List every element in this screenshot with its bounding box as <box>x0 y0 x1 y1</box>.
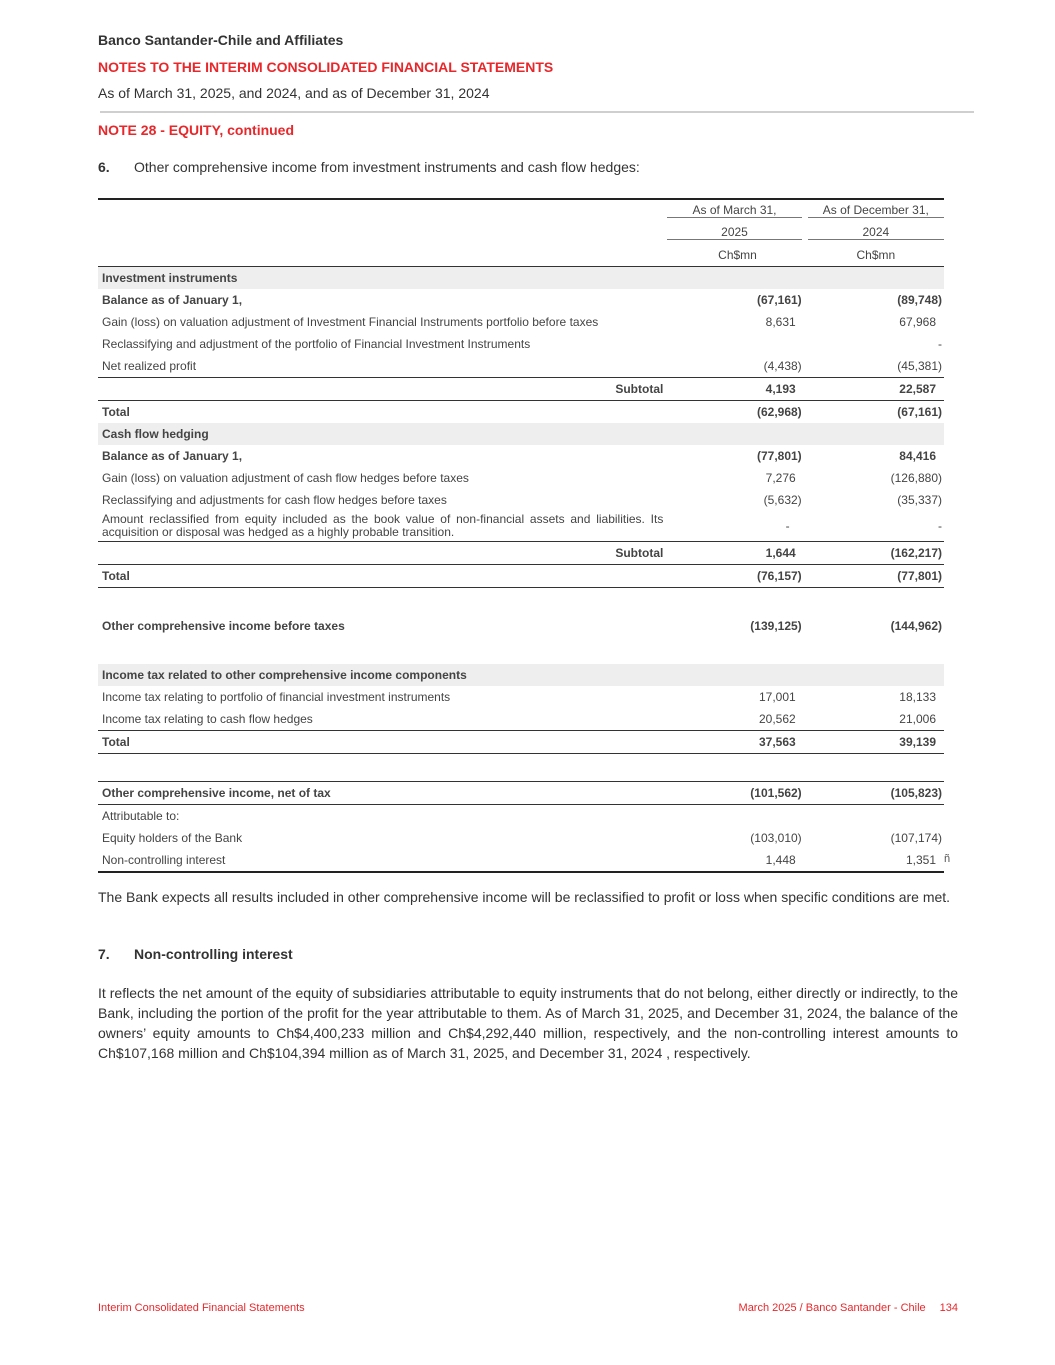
footer-right <box>739 1302 958 1314</box>
income-tax-header: Income tax related to other comprehensive income components <box>98 664 944 686</box>
table-header-row <box>98 244 944 267</box>
total-row: Total (62,968) (67,161) <box>102 404 942 419</box>
col1-period: As of March 31, <box>667 204 801 218</box>
table-row: Amount reclassified from equity included as the book value of non-financial assets and liabilities. Its acquisition or disposal was hedged as a highly probable transition. - - <box>98 511 944 542</box>
cash-flow-hedging-header: Cash flow hedging <box>98 423 944 445</box>
total-row: Total 37,563 39,139 <box>98 731 944 754</box>
table-row: Reclassifying and adjustments for cash flow hedges before taxes (5,632) (35,337) <box>102 492 942 507</box>
table-row: Equity holders of the Bank (103,010) (107,174) <box>102 830 942 845</box>
section-6-heading <box>98 159 640 175</box>
table-row: Attributable to: <box>102 808 180 823</box>
section-7-paragraph: It reflects the net amount of the equity of subsidiaries attributable to equity instruments that do not belong, either directly or indirectly, to the Bank, including the portion of the profit for the year attributable to them. As of March 31, 2025, and December 31, 2024, the balance of the owners’ equity amounts to Ch$4,400,233 million and Ch$4,292,440 million, respectively, and the non-controlling interest amounts to Ch$107,168 million and Ch$104,394 million as of March 31, 2025, and December 31, 2024 , respectively. <box>98 985 958 1061</box>
as-of-date: As of March 31, 2025, and 2024, and as of December 31, 2024 <box>98 85 490 101</box>
col2-year: 2024 <box>808 226 944 240</box>
table-header-row <box>98 222 944 244</box>
spacer-row <box>98 754 944 782</box>
table-header-row <box>98 199 944 222</box>
footer-left: Interim Consolidated Financial Statements <box>98 1302 305 1314</box>
table-row: Net realized profit (4,438) (45,381) <box>98 355 944 378</box>
oci-net-of-tax-row: Other comprehensive income, net of tax (101,562) (105,823) <box>98 782 944 805</box>
section-header-row <box>98 664 944 686</box>
table-row: Gain (loss) on valuation adjustment of Investment Financial Instruments portfolio before taxes 8,631 67,968 <box>102 314 936 329</box>
section-7-heading <box>98 946 293 962</box>
stray-mark: ñ <box>944 853 951 865</box>
oci-before-taxes-row: Other comprehensive income before taxes (139,125) (144,962) <box>102 618 942 633</box>
section-6-title: Other comprehensive income from investment instruments and cash flow hedges: <box>134 159 640 175</box>
table-row: Non-controlling interest 1,448 1,351 <box>98 849 944 872</box>
oci-reclassification-paragraph: The Bank expects all results included in other comprehensive income will be reclassified to profit or loss when specific conditions are met. <box>98 889 951 905</box>
total-row: Total (76,157) (77,801) <box>98 565 944 588</box>
subtotal-row: Subtotal 4,193 22,587 <box>98 378 944 401</box>
section-7-title: Non-controlling interest <box>134 946 293 962</box>
section-header-row <box>98 423 944 445</box>
footer-source: March 2025 / Banco Santander - Chile <box>738 1302 926 1314</box>
col1-year: 2025 <box>667 226 801 240</box>
notes-title: NOTES TO THE INTERIM CONSOLIDATED FINANCIAL STATEMENTS <box>98 59 554 75</box>
table-row: Balance as of January 1, (67,161) (89,748) <box>102 292 942 307</box>
company-name: Banco Santander-Chile and Affiliates <box>98 32 344 48</box>
page-number: 134 <box>939 1302 958 1314</box>
section-6-number: 6. <box>98 159 110 175</box>
section-header-row <box>98 267 944 290</box>
col1-unit: Ch$mn <box>667 244 807 267</box>
table-row: Balance as of January 1, (77,801) 84,416 <box>102 448 936 463</box>
spacer-row <box>98 588 944 616</box>
table-row: Reclassifying and adjustment of the portfolio of Financial Investment Instruments - <box>102 336 942 351</box>
table-row: Income tax relating to cash flow hedges 20,562 21,006 <box>98 708 944 731</box>
note-title: NOTE 28 - EQUITY, continued <box>98 122 295 138</box>
col2-unit: Ch$mn <box>808 244 944 267</box>
header-divider <box>100 111 974 113</box>
oci-table <box>98 198 944 873</box>
table-row: Gain (loss) on valuation adjustment of cash flow hedges before taxes 7,276 (126,880) <box>102 470 942 485</box>
subtotal-row: Subtotal 1,644 (162,217) <box>98 542 944 565</box>
section-7-number: 7. <box>98 946 110 962</box>
table-row: Income tax relating to portfolio of financial investment instruments 17,001 18,133 <box>102 689 936 704</box>
spacer-row <box>98 637 944 664</box>
col2-period: As of December 31, <box>808 204 944 218</box>
investment-instruments-header: Investment instruments <box>98 267 944 290</box>
